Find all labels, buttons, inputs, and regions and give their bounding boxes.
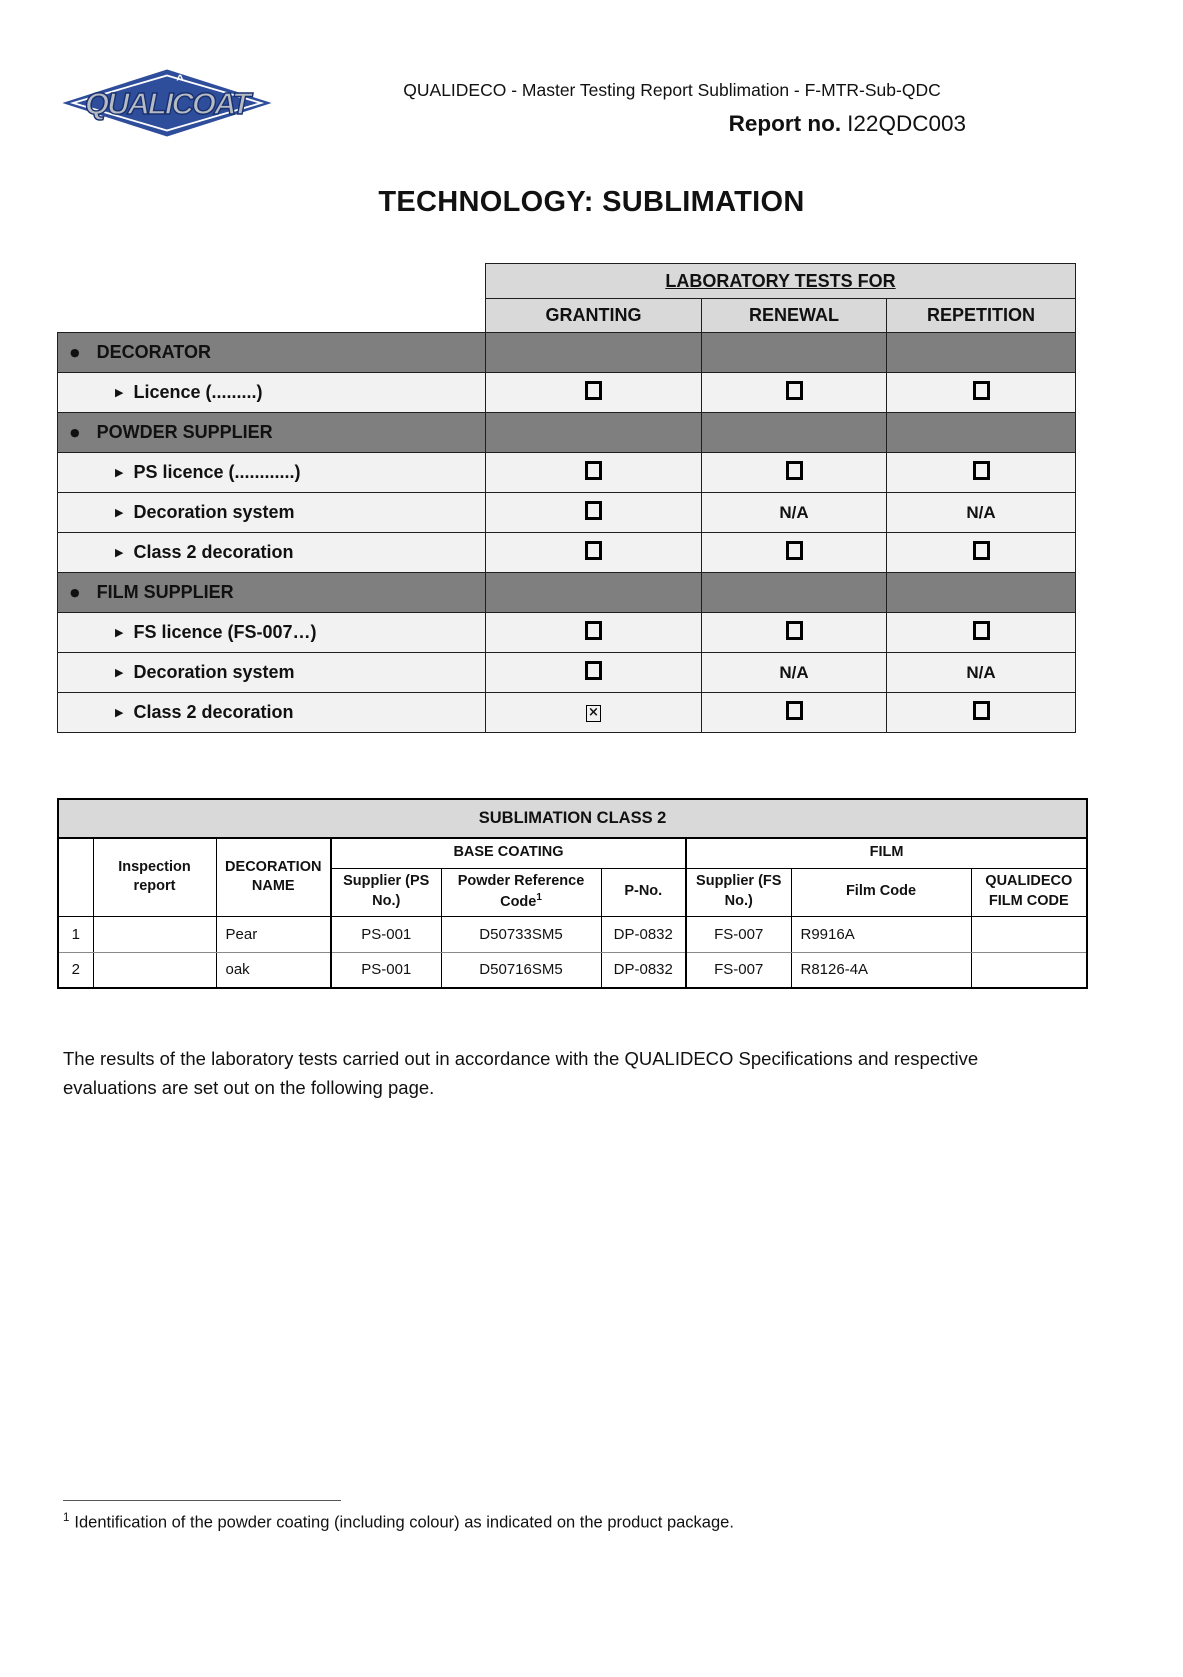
qualicoat-logo-icon bbox=[62, 68, 272, 138]
qualideco-film-code-header: QUALIDECO FILM CODE bbox=[971, 868, 1087, 916]
bullet-icon: ● bbox=[70, 426, 80, 439]
checkbox-empty-icon bbox=[973, 701, 990, 720]
item-row-class2-decoration-ps bbox=[58, 533, 1076, 573]
p-no-cell: DP-0832 bbox=[601, 916, 686, 952]
section-row-film-supplier bbox=[58, 573, 1076, 613]
checkbox-empty-icon bbox=[973, 621, 990, 640]
column-header-repetition: REPETITION bbox=[887, 299, 1076, 333]
item-label: ▶ Decoration system bbox=[58, 653, 486, 693]
arrow-icon: ▶ bbox=[115, 666, 124, 679]
na-cell bbox=[702, 653, 887, 693]
arrow-icon: ▶ bbox=[115, 386, 124, 399]
arrow-icon: ▶ bbox=[115, 466, 124, 479]
supplier-ps-cell: PS-001 bbox=[331, 916, 441, 952]
empty-corner bbox=[58, 299, 486, 333]
column-header-row bbox=[58, 299, 1076, 333]
laboratory-tests-table bbox=[57, 263, 1076, 733]
inspection-report-cell bbox=[93, 952, 216, 988]
item-row-fs-licence bbox=[58, 613, 1076, 653]
checkbox-empty-icon bbox=[585, 501, 602, 520]
checkbox-cell bbox=[702, 613, 887, 653]
footnote-number: 1 bbox=[63, 1512, 70, 1524]
checkbox-cell bbox=[702, 373, 887, 413]
supplier-ps-header: Supplier (PS No.) bbox=[331, 868, 441, 916]
class2-title-row bbox=[58, 799, 1087, 838]
item-label: ▶ Licence (.........) bbox=[58, 373, 486, 413]
decoration-name-cell: Pear bbox=[216, 916, 331, 952]
item-row-ps-licence bbox=[58, 453, 1076, 493]
film-header: FILM bbox=[686, 838, 1087, 868]
film-code-cell: R9916A bbox=[791, 916, 971, 952]
checkbox-empty-icon bbox=[973, 381, 990, 400]
checkbox-cell bbox=[887, 613, 1076, 653]
item-row-licence bbox=[58, 373, 1076, 413]
checkbox-empty-icon bbox=[585, 541, 602, 560]
checkbox-cell bbox=[887, 693, 1076, 733]
report-number-value: I22QDC003 bbox=[847, 111, 966, 136]
checkbox-cell-checked bbox=[486, 693, 702, 733]
checkbox-cell bbox=[486, 533, 702, 573]
qualicoat-logo bbox=[62, 68, 272, 138]
checkbox-checked-icon: × bbox=[586, 705, 601, 722]
checkbox-empty-icon bbox=[585, 381, 602, 400]
checkbox-empty-icon bbox=[585, 661, 602, 680]
item-label: ▶ Class 2 decoration bbox=[58, 693, 486, 733]
empty-corner bbox=[58, 264, 486, 299]
na-text: N/A bbox=[966, 662, 996, 682]
row-number: 2 bbox=[58, 952, 93, 988]
arrow-icon: ▶ bbox=[115, 626, 124, 639]
inspection-report-cell bbox=[93, 916, 216, 952]
section-row-decorator bbox=[58, 333, 1076, 373]
powder-reference-cell: D50716SM5 bbox=[441, 952, 601, 988]
supplier-ps-cell: PS-001 bbox=[331, 952, 441, 988]
arrow-icon: ▶ bbox=[115, 506, 124, 519]
checkbox-empty-icon bbox=[786, 701, 803, 720]
bullet-icon: ● bbox=[70, 586, 80, 599]
item-label: ▶ PS licence (............) bbox=[58, 453, 486, 493]
checkbox-cell bbox=[887, 453, 1076, 493]
inspection-report-header: Inspection report bbox=[93, 838, 216, 916]
footnote-marker: 1 bbox=[536, 892, 542, 904]
page-title: TECHNOLOGY: SUBLIMATION bbox=[378, 186, 805, 218]
class2-title: SUBLIMATION CLASS 2 bbox=[58, 799, 1087, 838]
checkbox-empty-icon bbox=[786, 381, 803, 400]
checkbox-cell bbox=[887, 533, 1076, 573]
sublimation-class2-table bbox=[57, 798, 1088, 989]
logo-text: QUALICOAT bbox=[85, 86, 249, 121]
arrow-icon: ▶ bbox=[115, 706, 124, 719]
column-header-renewal: RENEWAL bbox=[702, 299, 887, 333]
item-row-decoration-system-fs bbox=[58, 653, 1076, 693]
checkbox-cell bbox=[486, 653, 702, 693]
checkbox-cell bbox=[702, 693, 887, 733]
decoration-name-cell: oak bbox=[216, 952, 331, 988]
document-title: QUALIDECO - Master Testing Report Sublimation - F-MTR-Sub-QDC bbox=[403, 80, 941, 100]
p-no-cell: DP-0832 bbox=[601, 952, 686, 988]
na-text: N/A bbox=[966, 502, 996, 522]
supplier-fs-cell: FS-007 bbox=[686, 952, 791, 988]
bullet-icon: ● bbox=[70, 346, 80, 359]
section-label: ● FILM SUPPLIER bbox=[58, 573, 486, 613]
checkbox-cell bbox=[486, 453, 702, 493]
powder-reference-header: Powder Reference Code$^1$ bbox=[441, 868, 601, 916]
footnote-divider bbox=[63, 1500, 341, 1501]
na-text: N/A bbox=[779, 502, 809, 522]
item-label: ▶ FS licence (FS-007…) bbox=[58, 613, 486, 653]
group-header-row bbox=[58, 264, 1076, 299]
supplier-fs-header: Supplier (FS No.) bbox=[686, 868, 791, 916]
arrow-icon: ▶ bbox=[115, 546, 124, 559]
checkbox-empty-icon bbox=[786, 621, 803, 640]
footnote bbox=[63, 1512, 963, 1533]
item-row-class2-decoration-fs bbox=[58, 693, 1076, 733]
report-number-line bbox=[378, 111, 966, 137]
decoration-name-header: DECORATION NAME bbox=[216, 838, 331, 916]
checkbox-empty-icon bbox=[786, 461, 803, 480]
row-number-header bbox=[58, 838, 93, 916]
p-no-header: P-No. bbox=[601, 868, 686, 916]
powder-reference-cell: D50733SM5 bbox=[441, 916, 601, 952]
section-label: ● POWDER SUPPLIER bbox=[58, 413, 486, 453]
row-number: 1 bbox=[58, 916, 93, 952]
na-text: N/A bbox=[779, 662, 809, 682]
class2-group-header-row bbox=[58, 838, 1087, 868]
item-row-decoration-system-ps bbox=[58, 493, 1076, 533]
base-coating-header: BASE COATING bbox=[331, 838, 686, 868]
checkbox-empty-icon bbox=[973, 461, 990, 480]
checkbox-empty-icon bbox=[585, 461, 602, 480]
qualideco-film-code-cell bbox=[971, 952, 1087, 988]
checkbox-empty-icon bbox=[973, 541, 990, 560]
checkbox-empty-icon bbox=[786, 541, 803, 560]
body-paragraph: The results of the laboratory tests carried out in accordance with the QUALIDECO Specifications and respective evaluations are set out on the following page. bbox=[63, 1048, 979, 1098]
supplier-fs-cell: FS-007 bbox=[686, 916, 791, 952]
film-code-header: Film Code bbox=[791, 868, 971, 916]
footnote-text: Identification of the powder coating (including colour) as indicated on the product package. bbox=[74, 1513, 734, 1532]
na-cell bbox=[887, 493, 1076, 533]
checkbox-cell bbox=[486, 493, 702, 533]
table-row bbox=[58, 916, 1087, 952]
film-code-cell: R8126-4A bbox=[791, 952, 971, 988]
table-row bbox=[58, 952, 1087, 988]
report-header bbox=[378, 80, 966, 137]
checkbox-empty-icon bbox=[585, 621, 602, 640]
section-row-powder-supplier bbox=[58, 413, 1076, 453]
logo-accent: ^ bbox=[176, 72, 184, 87]
checkbox-cell bbox=[486, 613, 702, 653]
group-header-cell: LABORATORY TESTS FOR bbox=[486, 264, 1076, 299]
item-label: ▶ Decoration system bbox=[58, 493, 486, 533]
checkbox-cell bbox=[702, 533, 887, 573]
report-number-label: Report no. bbox=[728, 111, 842, 136]
checkbox-cell bbox=[887, 373, 1076, 413]
qualideco-film-code-cell bbox=[971, 916, 1087, 952]
item-label: ▶ Class 2 decoration bbox=[58, 533, 486, 573]
checkbox-cell bbox=[702, 453, 887, 493]
section-label: ● DECORATOR bbox=[58, 333, 486, 373]
column-header-granting: GRANTING bbox=[486, 299, 702, 333]
na-cell bbox=[702, 493, 887, 533]
na-cell bbox=[887, 653, 1076, 693]
checkbox-cell bbox=[486, 373, 702, 413]
